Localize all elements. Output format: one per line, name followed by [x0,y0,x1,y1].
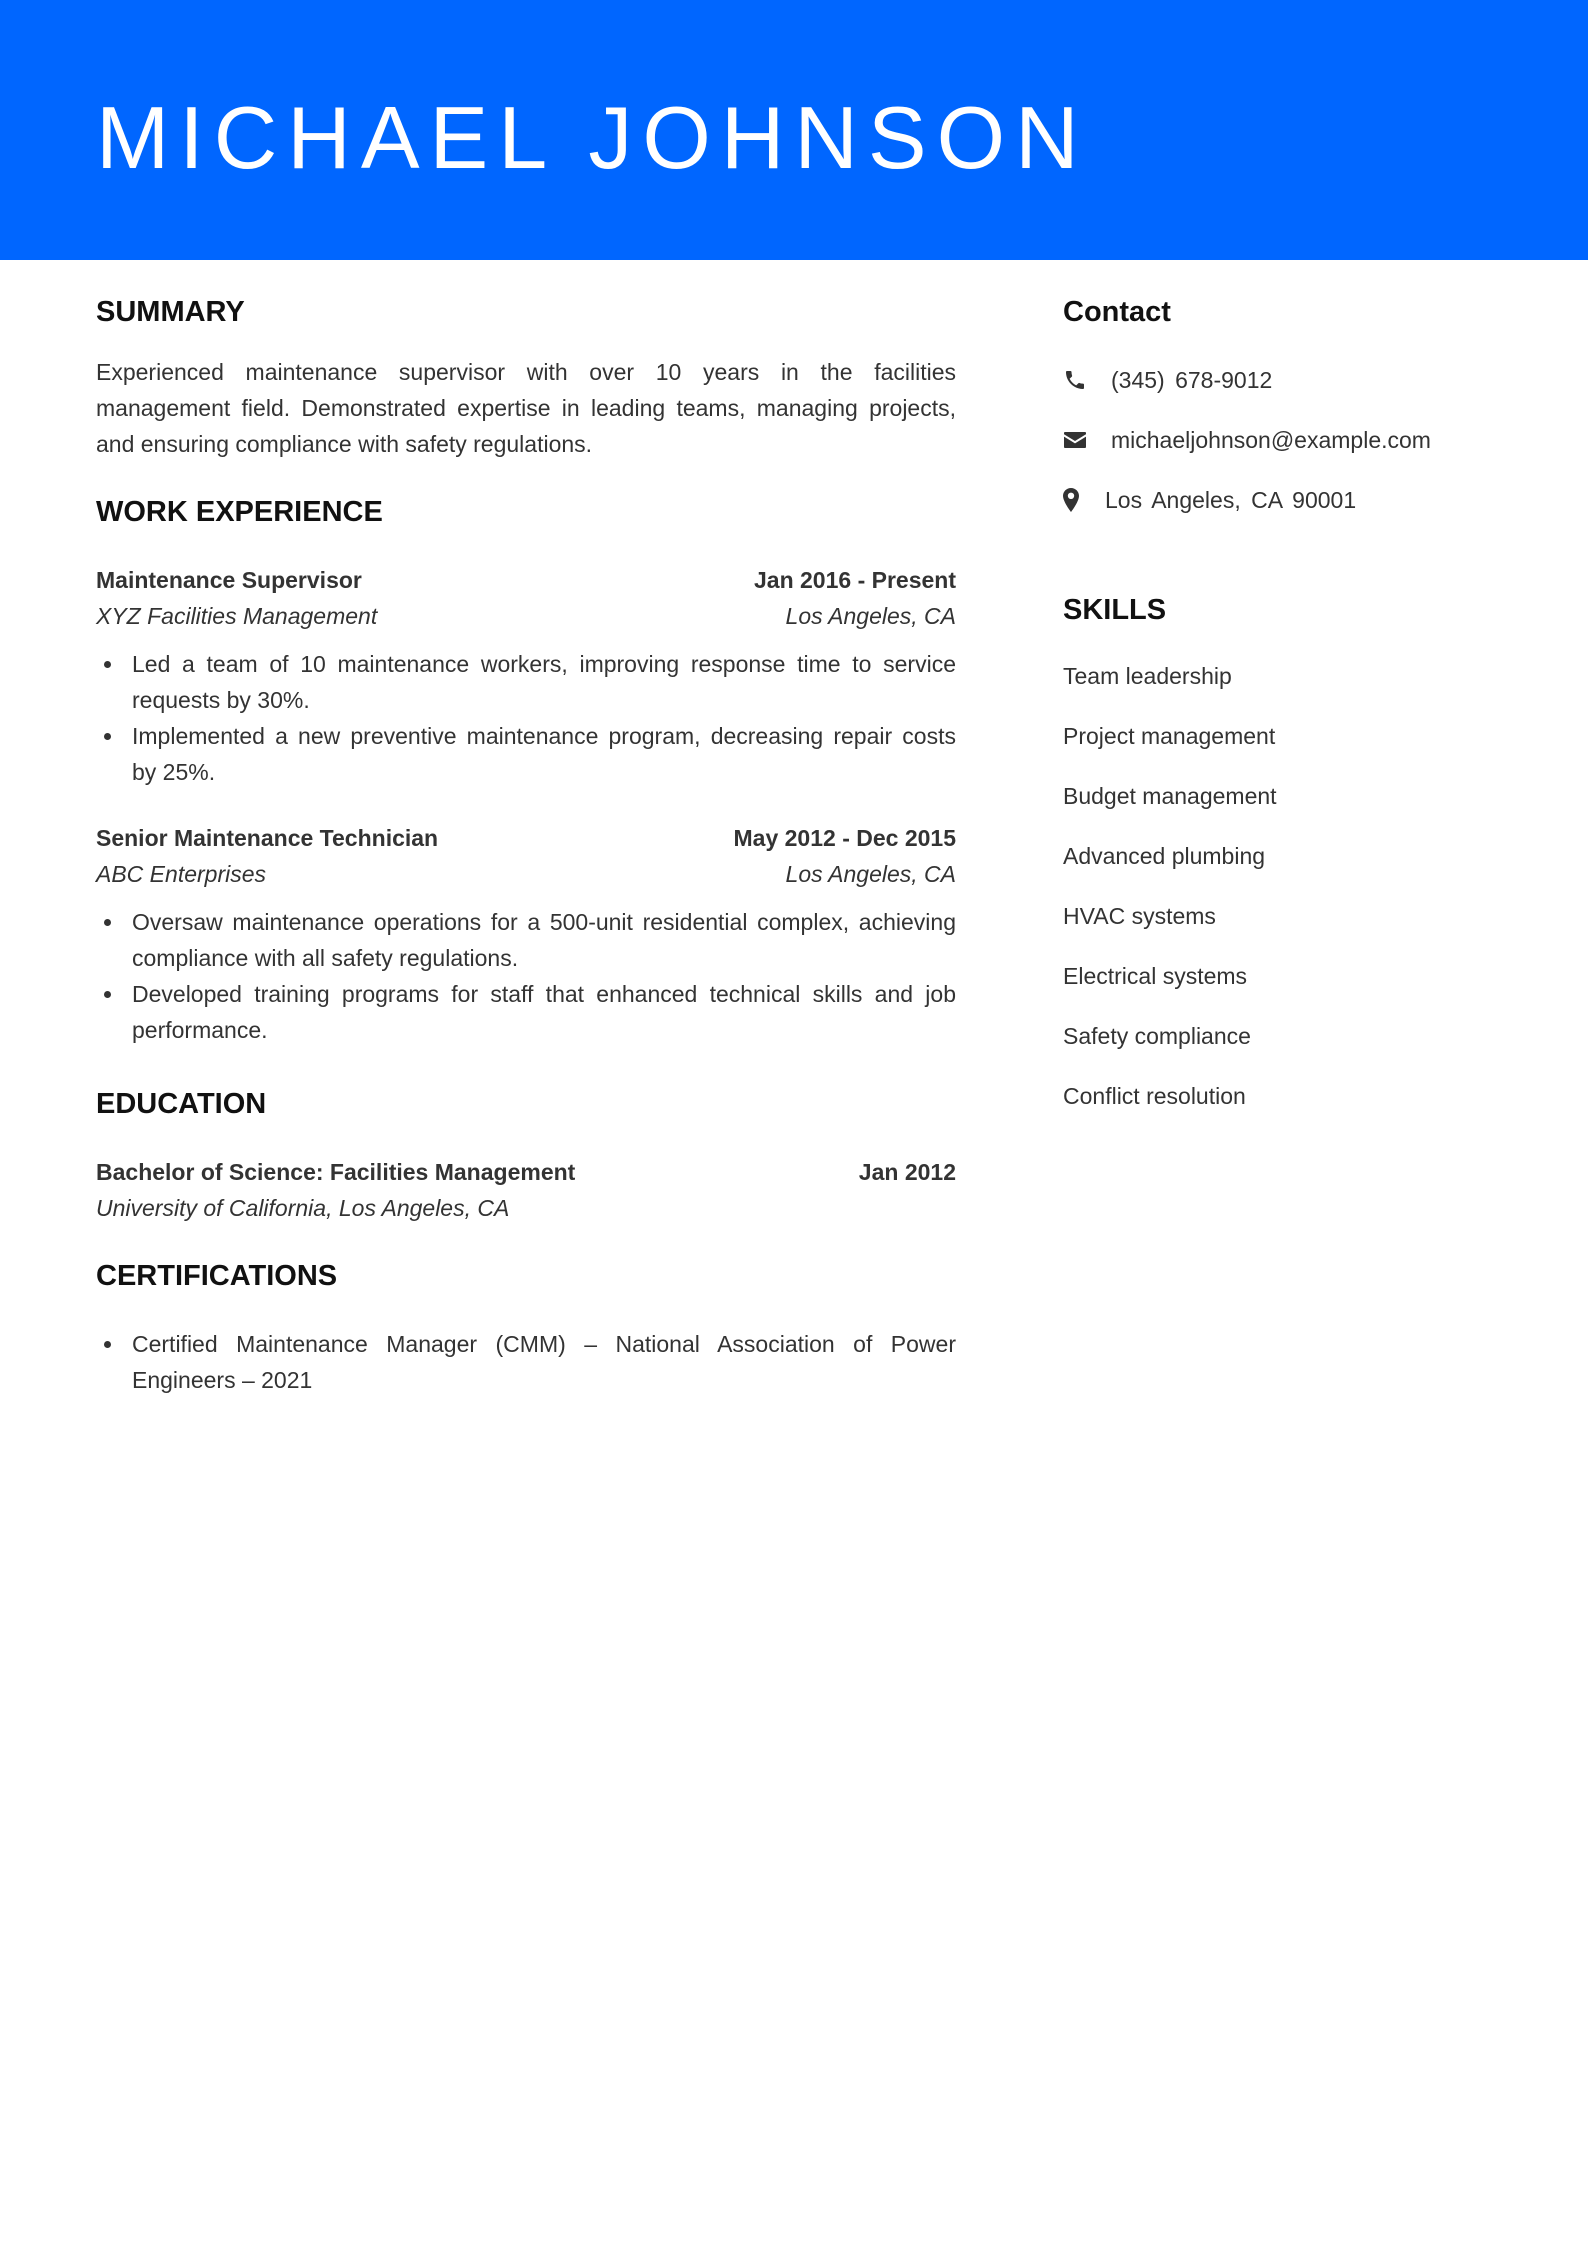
certification-list [96,1326,956,1398]
contact-email [1063,410,1503,470]
education-title: EDUCATION [96,1088,267,1120]
contact-list [1063,350,1503,530]
job-entry [96,820,956,1048]
job-location: Los Angeles, CA [785,603,956,629]
job-company: ABC Enterprises [96,861,267,887]
summary-title: SUMMARY [96,296,245,328]
skill-item: Advanced plumbing [1063,843,1266,869]
job-title: Maintenance Supervisor [96,567,362,593]
work-experience-title: WORK EXPERIENCE [96,496,383,528]
skill-item: Electrical systems [1063,963,1248,989]
address: Los Angeles, CA 90001 [1105,486,1357,513]
job-title: Senior Maintenance Technician [96,825,439,851]
job-company: XYZ Facilities Management [96,603,378,629]
job-bullets [96,904,956,1048]
summary-text: Experienced maintenance supervisor with over 10 years in the facilities management field. Demonstrated expertise in leading teams, managing projects, and ensuring compliance with safety regulations. [96,359,956,457]
skill-item: HVAC systems [1063,903,1216,929]
skills-title: SKILLS [1063,594,1167,626]
phone-number: (345) 678-9012 [1111,366,1273,393]
job-bullet: Oversaw maintenance operations for a 500-unit residential complex, achieving compliance with all safety regulations. [96,904,956,976]
school: University of California, Los Angeles, CA [96,1195,510,1221]
job-dates: Jan 2016 - Present [753,567,956,593]
contact-phone [1063,350,1503,410]
work-experience-section [96,492,956,1048]
job-location: Los Angeles, CA [785,861,956,887]
education-section [96,1084,956,1226]
main-column [96,292,956,1398]
envelope-icon [1063,427,1089,453]
degree: Bachelor of Science: Facilities Management [96,1159,576,1185]
skills-list [1063,646,1503,1126]
job-bullets [96,646,956,790]
job-bullet: Developed training programs for staff that enhanced technical skills and job performance. [96,976,956,1048]
skill-item: Safety compliance [1063,1023,1251,1049]
summary-section [96,292,956,462]
graduation-date: Jan 2012 [858,1159,956,1185]
certifications-section [96,1256,956,1398]
job-dates: May 2012 - Dec 2015 [733,825,956,851]
skill-item: Team leadership [1063,663,1232,689]
skill-item: Budget management [1063,783,1277,809]
job-bullet: Led a team of 10 maintenance workers, improving response time to service requests by 30%. [96,646,956,718]
skill-item: Project management [1063,723,1276,749]
contact-address [1063,470,1503,530]
header-banner [0,0,1588,260]
contact-title: Contact [1063,296,1171,328]
certification-item: Certified Maintenance Manager (CMM) – National Association of Power Engineers – 2021 [96,1326,956,1398]
email-address: michaeljohnson@example.com [1111,426,1431,453]
skill-item: Conflict resolution [1063,1083,1246,1109]
job-bullet: Implemented a new preventive maintenance program, decreasing repair costs by 25%. [96,718,956,790]
candidate-name: MICHAEL JOHNSON [96,88,1089,187]
certifications-title: CERTIFICATIONS [96,1260,338,1292]
map-pin-icon [1063,487,1081,513]
sidebar-column [1063,292,1503,1126]
phone-icon [1063,367,1089,393]
job-entry [96,562,956,790]
